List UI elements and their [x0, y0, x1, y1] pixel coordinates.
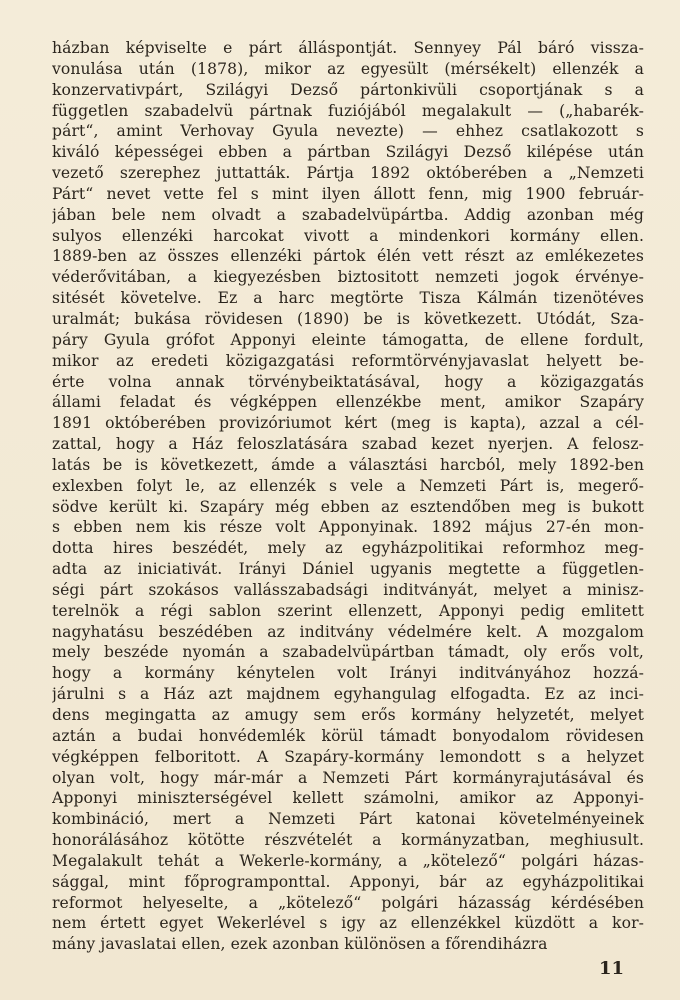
text-line: mikor az eredeti közigazgatási reformtörvényjavaslat helyett be- [52, 351, 644, 370]
text-line: jában bele nem olvadt a szabadelvüpártba. Addig azonban még [52, 205, 644, 224]
text-line: független szabadelvü pártnak fuziójából megalakult — („habarék- [52, 101, 644, 120]
text-line: adta az iniciativát. Irányi Dániel ugyanis megtette a független- [52, 560, 644, 579]
text-line: exlexben folyt le, az ellenzék s vele a Nemzeti Párt is, megerő- [52, 476, 644, 495]
text-line: södve került ki. Szapáry még ebben az esztendőben meg is bukott [52, 497, 644, 516]
text-line: járulni s a Ház azt majdnem egyhangulag elfogadta. Ez az inci- [52, 685, 644, 704]
text-line: dotta hires beszédét, mely az egyházpolitikai reformhoz meg- [52, 539, 644, 558]
page-number: 11 [598, 958, 624, 979]
text-line: érte volna annak törvénybeiktatásával, hogy a közigazgatás [52, 372, 644, 391]
text-line: sággal, mint főprogramponttal. Apponyi, bár az egyházpolitikai [52, 872, 644, 891]
text-line: mely beszéde nyomán a szabadelvüpártban támadt, oly erős volt, [52, 643, 644, 662]
text-line: terelnök a régi sablon szerint ellenzett, Apponyi pedig emlitett [52, 601, 644, 620]
text-line: Apponyi miniszterségével kellett számolni, amikor az Apponyi- [52, 789, 644, 808]
text-line: 1891 októberében provizóriumot kért (meg is kapta), azzal a cél- [52, 414, 644, 433]
text-line: latás be is következett, ámde a választási harcból, mely 1892-ben [52, 455, 644, 474]
text-line: aztán a budai honvédemlék körül támadt bonyodalom rövidesen [52, 726, 644, 745]
text-line: ségi párt szokásos vallásszabadsági inditványát, melyet a minisz- [52, 580, 644, 599]
text-line: uralmát; bukása rövidesen (1890) be is következett. Utódát, Sza- [52, 309, 644, 328]
body-text [52, 38, 644, 955]
text-line: nem értett egyet Wekerlével s igy az ellenzékkel küzdött a kor- [52, 914, 644, 933]
text-line: s ebben nem kis része volt Apponyinak. 1892 május 27-én mon- [52, 518, 644, 537]
text-line: Párt“ nevet vette fel s mint ilyen állott fenn, mig 1900 február- [52, 184, 644, 203]
text-line: olyan volt, hogy már-már a Nemzeti Párt kormányrajutásával és [52, 768, 644, 787]
text-line: reformot helyeselte, a „kötelező“ polgári házasság kérdésében [52, 893, 644, 912]
text-line: vezető szerephez juttatták. Pártja 1892 októberében a „Nemzeti [52, 164, 644, 183]
text-line: zattal, hogy a Ház feloszlatására szabad kezet nyerjen. A felosz- [52, 435, 644, 454]
text-line: állami feladat és végképpen ellenzékbe ment, amikor Szapáry [52, 393, 644, 412]
text-line: 1889-ben az összes ellenzéki pártok élén vett részt az emlékezetes [52, 247, 644, 266]
text-line: vonulása után (1878), mikor az egyesült (mérsékelt) ellenzék a [52, 59, 644, 78]
text-line: sitését követelve. Ez a harc megtörte Tisza Kálmán tizenötéves [52, 289, 644, 308]
text-line: mány javaslatai ellen, ezek azonban különösen a főrendiházra [52, 935, 548, 954]
text-line: honorálásához kötötte részvételét a kormányzatban, meghiusult. [52, 831, 644, 850]
text-line: páry Gyula grófot Apponyi eleinte támogatta, de ellene fordult, [52, 330, 644, 349]
text-line: párt“, amint Verhovay Gyula nevezte) — ehhez csatlakozott s [52, 122, 644, 141]
text-line: házban képviselte e párt álláspontját. Sennyey Pál báró vissza- [52, 39, 644, 57]
text-line: Megalakult tehát a Wekerle-kormány, a „kötelező“ polgári házas- [52, 851, 644, 870]
text-line: nagyhatásu beszédében az inditvány védelmére kelt. A mozgalom [52, 622, 644, 641]
text-line: hogy a kormány kénytelen volt Irányi inditványához hozzá- [52, 664, 644, 683]
text-line: végképpen felboritott. A Szapáry-kormány lemondott s a helyzet [52, 747, 644, 766]
text-line: konzervativpárt, Szilágyi Dezső pártonkivüli csoportjának s a [52, 80, 644, 99]
text-line: sulyos ellenzéki harcokat vivott a mindenkori kormány ellen. [52, 226, 644, 245]
text-line: kombináció, mert a Nemzeti Párt katonai követelményeinek [52, 810, 644, 829]
text-line: dens megingatta az amugy sem erős kormány helyzetét, melyet [52, 706, 644, 724]
text-line: véderővitában, a kiegyezésben biztositott nemzeti jogok érvénye- [52, 268, 644, 287]
text-line: kiváló képességei ebben a pártban Szilágyi Dezső kilépése után [52, 143, 644, 162]
